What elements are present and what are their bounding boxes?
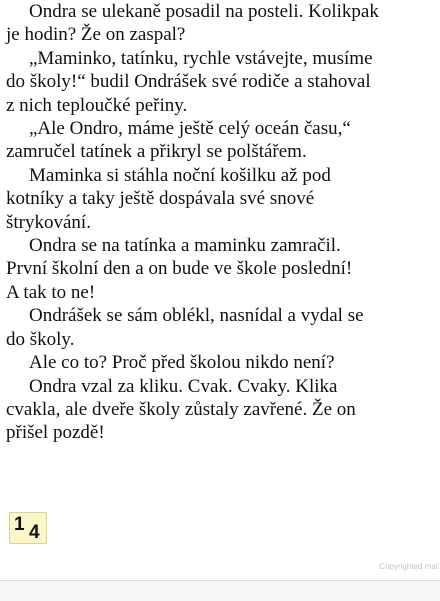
story-text <box>6 0 434 445</box>
text-line: Ondra vzal za kliku. Cvak. Cvaky. Klika <box>29 375 338 397</box>
text-line: štrykování. <box>6 211 91 233</box>
page-number-digit-1: 1 <box>14 514 25 535</box>
page-bottom-band <box>0 580 440 601</box>
text-line: kotníky a taky ještě dospávala své snové <box>6 188 315 210</box>
text-line: Maminka si stáhla noční košilku až pod <box>29 164 331 186</box>
text-line: „Maminko, tatínku, rychle vstávejte, musíme <box>29 47 373 69</box>
text-line: do školy!“ budil Ondrášek své rodiče a stahoval <box>6 71 371 93</box>
text-line: z nich teploučké peřiny. <box>6 94 188 116</box>
text-line: Ale co to? Proč před školou nikdo není? <box>29 352 335 374</box>
text-line: přišel pozdě! <box>6 422 105 444</box>
text-line: Ondrášek se sám oblékl, nasnídal a vydal se <box>29 305 364 327</box>
copyright-watermark: Copyrighted mat <box>379 562 438 571</box>
text-line: První školní den a on bude ve škole poslední! <box>6 258 353 280</box>
text-line: zamručel tatínek a přikryl se polštářem. <box>6 141 307 163</box>
page-number <box>9 512 47 544</box>
text-line: cvakla, ale dveře školy zůstaly zavřené. Že on <box>6 398 356 420</box>
text-line: „Ale Ondro, máme ještě celý oceán času,“ <box>29 118 351 140</box>
text-line: Ondra se na tatínka a maminku zamračil. <box>29 235 341 257</box>
text-line: je hodin? Že on zaspal? <box>6 24 186 46</box>
text-line: do školy. <box>6 328 75 350</box>
text-line: A tak to ne! <box>6 281 96 303</box>
page-number-digit-2: 4 <box>29 522 40 543</box>
text-line: Ondra se ulekaně posadil na posteli. Kolikpak <box>29 1 379 22</box>
